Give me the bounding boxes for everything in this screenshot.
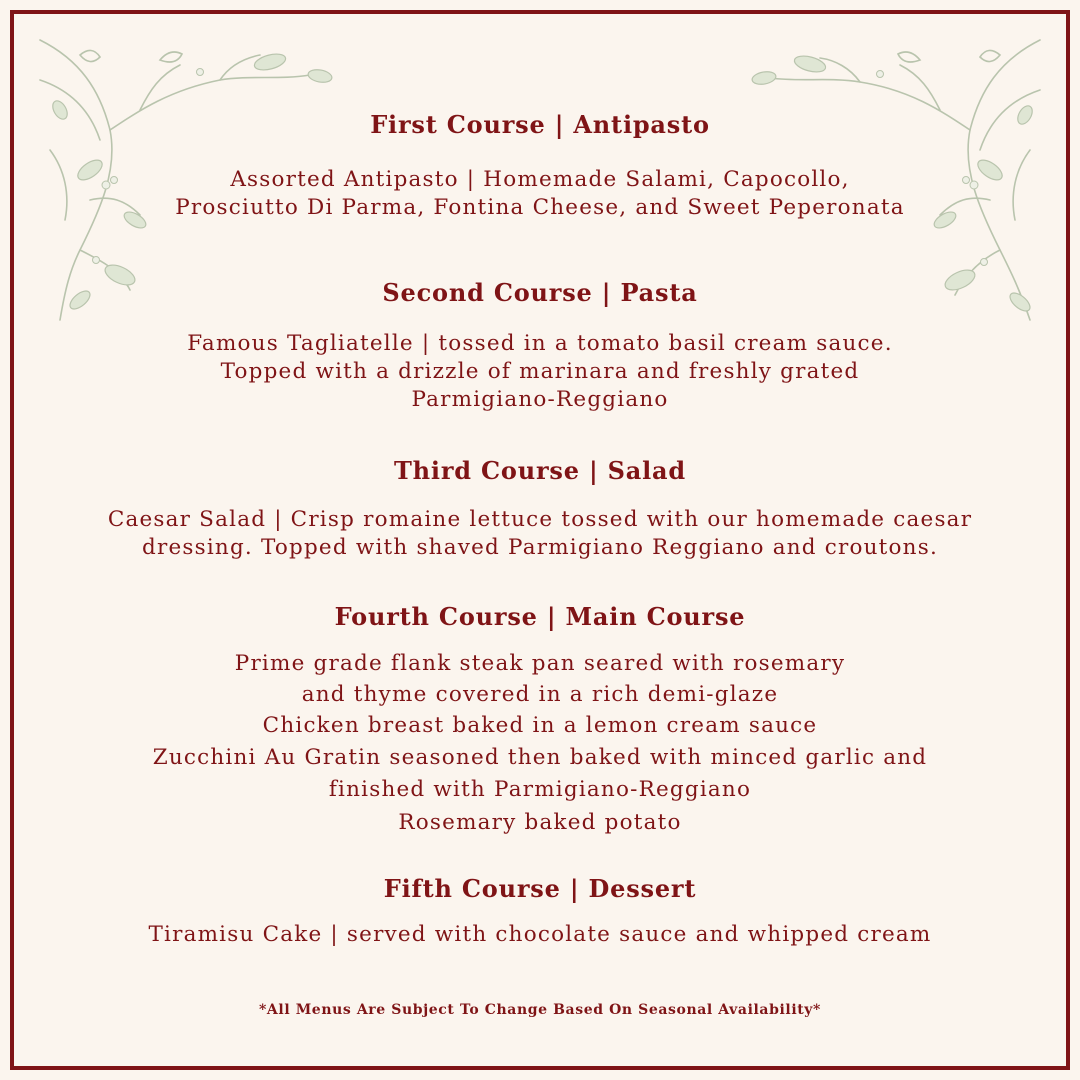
- course-description-line: Prime grade flank steak pan seared with rosemary: [234, 651, 846, 676]
- course-description-line: Topped with a drizzle of marinara and freshly grated: [220, 359, 860, 384]
- course-description-line: Caesar Salad | Crisp romaine lettuce tossed with our homemade caesar: [107, 507, 973, 532]
- course-description-line: Tiramisu Cake | served with chocolate sauce and whipped cream: [148, 922, 932, 947]
- course-description-line: Rosemary baked potato: [398, 810, 682, 835]
- course-description-line: Zucchini Au Gratin seasoned then baked with minced garlic and: [152, 745, 928, 770]
- course-description-line: finished with Parmigiano-Reggiano: [328, 777, 752, 802]
- course-description-line: Chicken breast baked in a lemon cream sauce: [262, 713, 818, 738]
- course-heading-fourth: Fourth Course | Main Course: [334, 602, 746, 631]
- course-heading-third: Third Course | Salad: [394, 456, 686, 485]
- course-description-line: dressing. Topped with shaved Parmigiano Reggiano and croutons.: [142, 535, 938, 560]
- seasonal-availability-note: *All Menus Are Subject To Change Based On Seasonal Availability*: [259, 1002, 821, 1018]
- course-description-line: Assorted Antipasto | Homemade Salami, Capocollo,: [230, 167, 850, 192]
- course-description-line: Prosciutto Di Parma, Fontina Cheese, and Sweet Peperonata: [175, 195, 905, 220]
- course-heading-first: First Course | Antipasto: [370, 110, 710, 139]
- course-description-line: and thyme covered in a rich demi-glaze: [301, 682, 779, 707]
- course-description-line: Parmigiano-Reggiano: [411, 387, 669, 412]
- course-description-line: Famous Tagliatelle | tossed in a tomato basil cream sauce.: [187, 331, 893, 356]
- course-heading-second: Second Course | Pasta: [382, 278, 698, 307]
- course-heading-fifth: Fifth Course | Dessert: [383, 874, 697, 903]
